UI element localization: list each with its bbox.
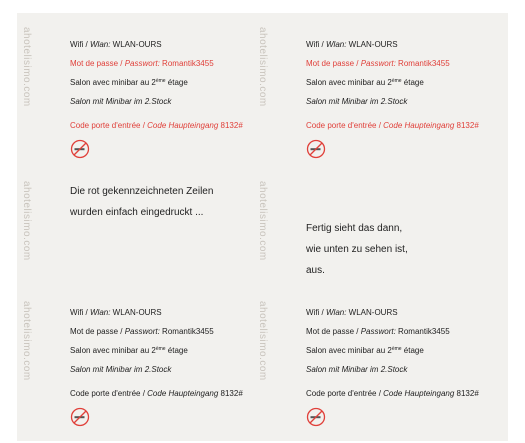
wifi-value: WLAN-OURS [346,308,398,317]
password-value: Romantik3455 [395,59,450,68]
salon-text-end: étage [165,346,188,355]
watermark-vertical: ahotelisimo.com [21,27,32,107]
password-label-de: Passwort: [124,59,160,68]
card-bottom-right [253,281,493,441]
code-label-de: Code Haupteingang [383,121,455,130]
salon-de-line: Salon mit Minibar im 2.Stock [70,97,172,106]
code-label-de: Code Haupteingang [147,121,219,130]
password-label-fr: Mot de passe / [306,59,361,68]
code-value: 8132# [454,389,479,398]
card-middle-right [253,163,493,293]
code-label-fr: Code porte d'entrée / [306,389,384,398]
code-line [70,389,243,398]
password-value: Romantik3455 [159,327,214,336]
note-line: aus. [306,265,325,276]
salon-text: Salon avec minibar au 2 [70,78,156,87]
wlan-label: Wlan: [90,308,111,317]
wifi-separator: / [319,40,326,49]
note-right [306,218,408,281]
password-value: Romantik3455 [159,59,214,68]
wlan-label: Wlan: [326,308,347,317]
code-value: 8132# [454,121,479,130]
no-smoking-icon [70,139,90,159]
printed-sheet [17,13,508,441]
salon-superscript: ème [155,346,166,352]
wifi-label: Wifi [306,40,320,49]
password-label-fr: Mot de passe / [70,327,125,336]
wifi-line [306,40,398,49]
wifi-label: Wifi [70,308,84,317]
note-line: wie unten zu sehen ist, [306,244,408,255]
watermark-vertical: ahotelisimo.com [21,301,32,381]
no-smoking-icon [306,407,326,427]
salon-de-line: Salon mit Minibar im 2.Stock [306,365,408,374]
password-line [70,59,214,68]
wifi-separator: / [83,40,90,49]
code-line [70,121,243,130]
card-middle-left [17,163,257,293]
salon-text-end: étage [401,78,424,87]
note-line: Die rot gekennzeichneten Zeilen [70,186,214,197]
password-line [306,59,450,68]
salon-text: Salon avec minibar au 2 [306,346,392,355]
watermark-vertical: ahotelisimo.com [257,27,268,107]
code-label-fr: Code porte d'entrée / [70,389,148,398]
wifi-value: WLAN-OURS [110,308,162,317]
watermark-vertical: ahotelisimo.com [21,181,32,261]
salon-superscript: ème [391,346,402,352]
wlan-label: Wlan: [326,40,347,49]
wlan-label: Wlan: [90,40,111,49]
password-label-fr: Mot de passe / [306,327,361,336]
code-value: 8132# [218,389,243,398]
password-line [70,327,214,336]
wifi-line [70,308,162,317]
wifi-line [306,308,398,317]
salon-line [70,346,188,355]
salon-de-line: Salon mit Minibar im 2.Stock [70,365,172,374]
salon-superscript: ème [155,78,166,84]
no-smoking-icon [306,139,326,159]
salon-superscript: ème [391,78,402,84]
watermark-vertical: ahotelisimo.com [257,181,268,261]
salon-line [70,78,188,87]
code-label-de: Code Haupteingang [383,389,455,398]
code-line [306,389,479,398]
watermark-vertical: ahotelisimo.com [257,301,268,381]
code-label-de: Code Haupteingang [147,389,219,398]
code-line [306,121,479,130]
salon-line [306,346,424,355]
password-label-de: Passwort: [360,59,396,68]
salon-text: Salon avec minibar au 2 [70,346,156,355]
password-label-de: Passwort: [360,327,396,336]
code-label-fr: Code porte d'entrée / [70,121,148,130]
salon-line [306,78,424,87]
wifi-line [70,40,162,49]
wifi-value: WLAN-OURS [346,40,398,49]
note-left [70,181,213,223]
password-value: Romantik3455 [395,327,450,336]
wifi-separator: / [83,308,90,317]
wifi-separator: / [319,308,326,317]
password-label-fr: Mot de passe / [70,59,125,68]
salon-text-end: étage [165,78,188,87]
note-line: wurden einfach eingedruckt ... [70,207,204,218]
password-line [306,327,450,336]
wifi-value: WLAN-OURS [110,40,162,49]
code-label-fr: Code porte d'entrée / [306,121,384,130]
password-label-de: Passwort: [124,327,160,336]
salon-text-end: étage [401,346,424,355]
salon-de-line: Salon mit Minibar im 2.Stock [306,97,408,106]
salon-text: Salon avec minibar au 2 [306,78,392,87]
no-smoking-icon [70,407,90,427]
note-line: Fertig sieht das dann, [306,223,403,234]
code-value: 8132# [218,121,243,130]
card-bottom-left [17,281,257,441]
wifi-label: Wifi [70,40,84,49]
wifi-label: Wifi [306,308,320,317]
